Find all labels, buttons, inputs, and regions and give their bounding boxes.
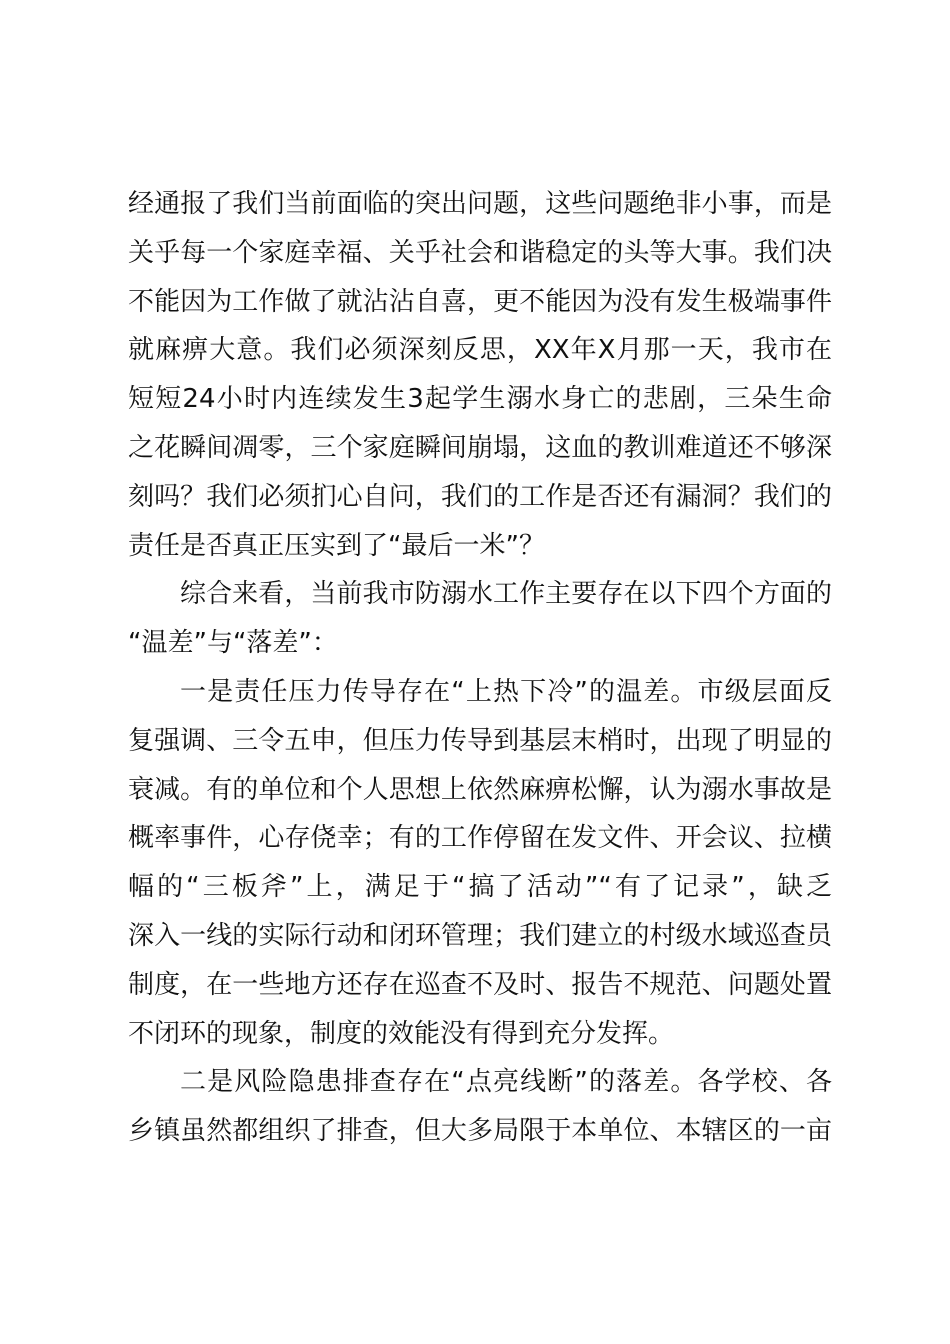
paragraph [128, 570, 832, 668]
text-line: 责任是否真正压实到了“最后一米”？ [128, 530, 545, 561]
text-line: 就麻痹大意。我们必须深刻反思，XX年X月那一天，我市在 [128, 335, 832, 366]
text-line: 一是责任压力传导存在“上热下冷”的温差。市级层面反 [180, 676, 832, 707]
paragraph [128, 180, 832, 570]
text-line: 制度，在一些地方还存在巡查不及时、报告不规范、问题处置 [128, 969, 832, 1000]
text-line: 概率事件，心存侥幸；有的工作停留在发文件、开会议、拉横 [128, 823, 832, 854]
text-line: 综合来看，当前我市防溺水工作主要存在以下四个方面的 [180, 579, 832, 610]
text-line: 复强调、三令五申，但压力传导到基层末梢时，出现了明显的 [128, 725, 832, 756]
text-line: 之花瞬间凋零，三个家庭瞬间崩塌，这血的教训难道还不够深 [128, 432, 832, 463]
paragraph [128, 668, 832, 1058]
text-line: 经通报了我们当前面临的突出问题，这些问题绝非小事，而是 [128, 189, 832, 219]
text-line: 衰减。有的单位和个人思想上依然麻痹松懈，认为溺水事故是 [128, 774, 832, 805]
paragraph [128, 1058, 832, 1156]
text-line: 不闭环的现象，制度的效能没有得到充分发挥。 [128, 1018, 675, 1049]
text-line: 刻吗？我们必须扪心自问，我们的工作是否还有漏洞？我们的 [128, 481, 832, 512]
text-line: 幅的“三板斧”上，满足于“搞了活动”“有了记录”，缺乏 [128, 872, 832, 903]
text-line: 二是风险隐患排查存在“点亮线断”的落差。各学校、各 [180, 1067, 832, 1098]
text-line: “温差”与“落差”： [128, 628, 338, 659]
text-line: 乡镇虽然都组织了排查，但大多局限于本单位、本辖区的一亩 [128, 1116, 832, 1147]
body-text [128, 180, 832, 1156]
text-line: 不能因为工作做了就沾沾自喜，更不能因为没有发生极端事件 [128, 286, 832, 317]
text-line: 深入一线的实际行动和闭环管理；我们建立的村级水域巡查员 [128, 920, 832, 951]
text-line: 关乎每一个家庭幸福、关乎社会和谐稳定的头等大事。我们决 [128, 237, 832, 268]
text-line: 短短24小时内连续发生3起学生溺水身亡的悲剧，三朵生命 [128, 384, 832, 415]
